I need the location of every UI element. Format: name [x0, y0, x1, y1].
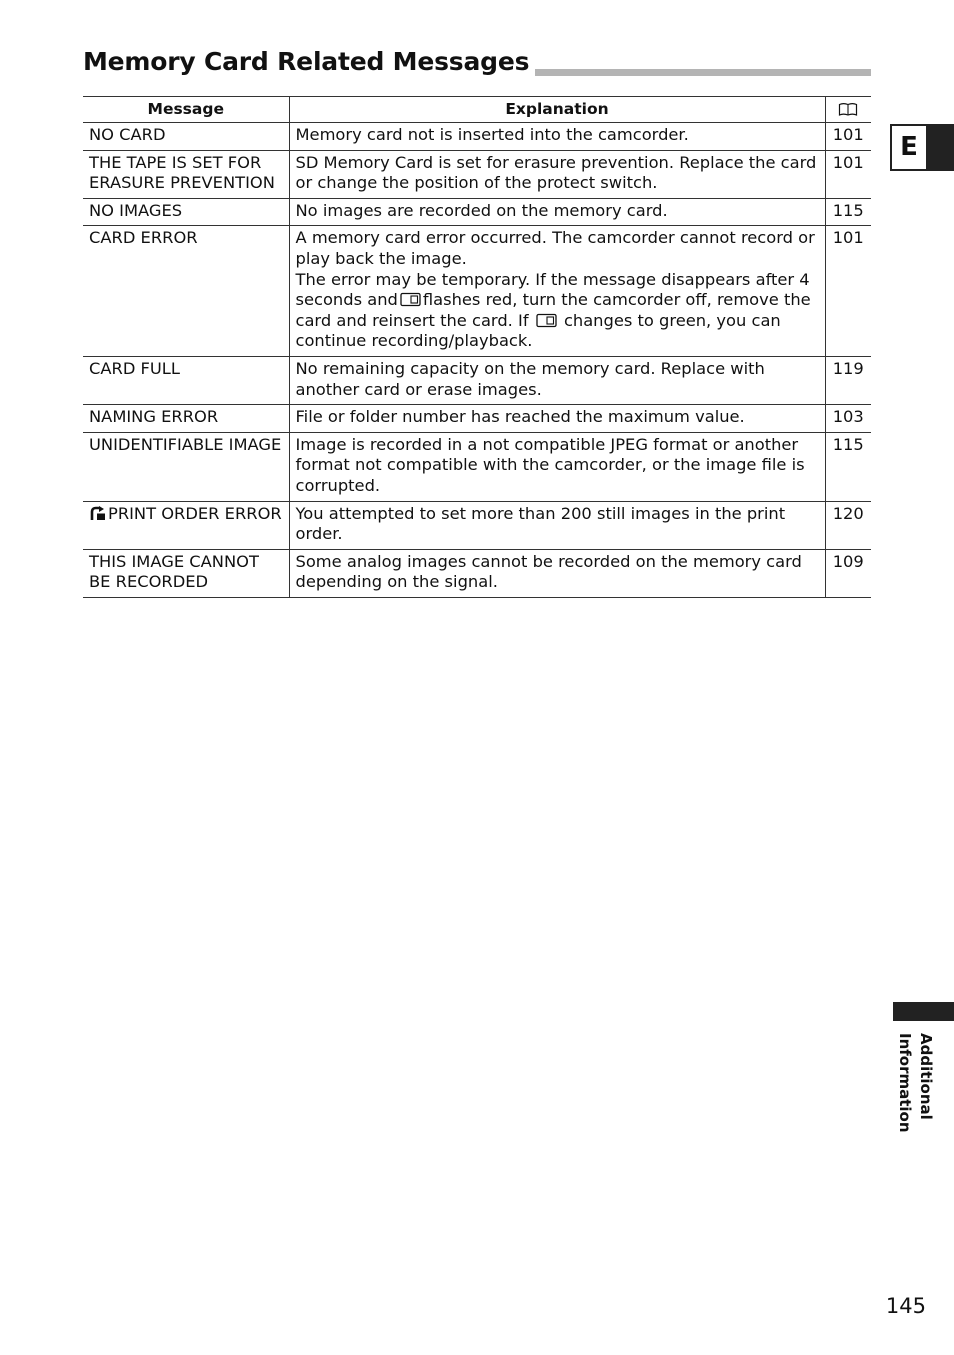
table-row [83, 356, 871, 404]
page-ref-cell: 109 [825, 549, 871, 597]
table-row [83, 405, 871, 433]
message-cell: NO IMAGES [83, 198, 289, 226]
header-explanation: Explanation [289, 97, 825, 123]
explanation-cell: No images are recorded on the memory card. [289, 198, 825, 226]
message-cell: CARD FULL [83, 356, 289, 404]
explanation-cell: Some analog images cannot be recorded on the memory card depending on the signal. [289, 549, 825, 597]
page-ref-cell: 101 [825, 150, 871, 198]
book-icon [838, 102, 858, 116]
explanation-cell: Image is recorded in a not compatible JPEG format or another format not compatible with the camcorder, or the image file is corrupted. [289, 432, 825, 501]
page-ref-cell: 101 [825, 226, 871, 357]
explanation-text: A memory card error occurred. The camcorder cannot record or play back the image. [295, 228, 815, 268]
page-ref-cell: 115 [825, 198, 871, 226]
page-ref-cell: 120 [825, 501, 871, 549]
memory-card-icon [536, 313, 557, 328]
explanation-cell: File or folder number has reached the maximum value. [289, 405, 825, 433]
message-cell: THE TAPE IS SET FOR ERASURE PREVENTION [83, 150, 289, 198]
section-tab-marker [893, 1002, 954, 1021]
table-header-row [83, 97, 871, 123]
header-page [825, 97, 871, 123]
message-cell: CARD ERROR [83, 226, 289, 357]
section-title: Memory Card Related Messages [83, 46, 535, 78]
explanation-text: The error may be temporary. If the message disappears after 4 seconds and [295, 269, 810, 310]
message-cell: UNIDENTIFIABLE IMAGE [83, 432, 289, 501]
message-cell [83, 501, 289, 549]
explanation-text: changes to green, you can continue recording/playback. [295, 310, 781, 351]
language-tab [890, 124, 954, 171]
message-cell: THIS IMAGE CANNOT BE RECORDED [83, 549, 289, 597]
print-order-icon [89, 506, 107, 521]
table-row [83, 123, 871, 151]
message-cell: NAMING ERROR [83, 405, 289, 433]
message-cell: NO CARD [83, 123, 289, 151]
table-row [83, 549, 871, 597]
language-tab-label: E [892, 126, 926, 169]
explanation-cell [289, 226, 825, 357]
section-tab-label [892, 1033, 936, 1143]
section-title-block [83, 46, 871, 78]
explanation-cell: You attempted to set more than 200 still images in the print order. [289, 501, 825, 549]
page-ref-cell: 103 [825, 405, 871, 433]
page-ref-cell: 119 [825, 356, 871, 404]
section-tab-line1: Additional [917, 1033, 935, 1120]
explanation-cell: Memory card not is inserted into the camcorder. [289, 123, 825, 151]
message-text: PRINT ORDER ERROR [108, 503, 282, 523]
table-row [83, 501, 871, 549]
memory-card-icon [400, 292, 421, 307]
messages-table [83, 96, 871, 598]
explanation-cell: No remaining capacity on the memory card. Replace with another card or erase images. [289, 356, 825, 404]
table-row [83, 226, 871, 357]
table-row [83, 198, 871, 226]
header-message: Message [83, 97, 289, 123]
page-ref-cell: 101 [825, 123, 871, 151]
section-tab-line2: Information [896, 1033, 914, 1133]
explanation-text: flashes red, turn the camcorder off, remove the card and reinsert the card. If [295, 290, 811, 330]
page-number: 145 [885, 1294, 926, 1318]
table-row [83, 432, 871, 501]
explanation-cell: SD Memory Card is set for erasure prevention. Replace the card or change the position of the protect switch. [289, 150, 825, 198]
page-ref-cell: 115 [825, 432, 871, 501]
table-row [83, 150, 871, 198]
